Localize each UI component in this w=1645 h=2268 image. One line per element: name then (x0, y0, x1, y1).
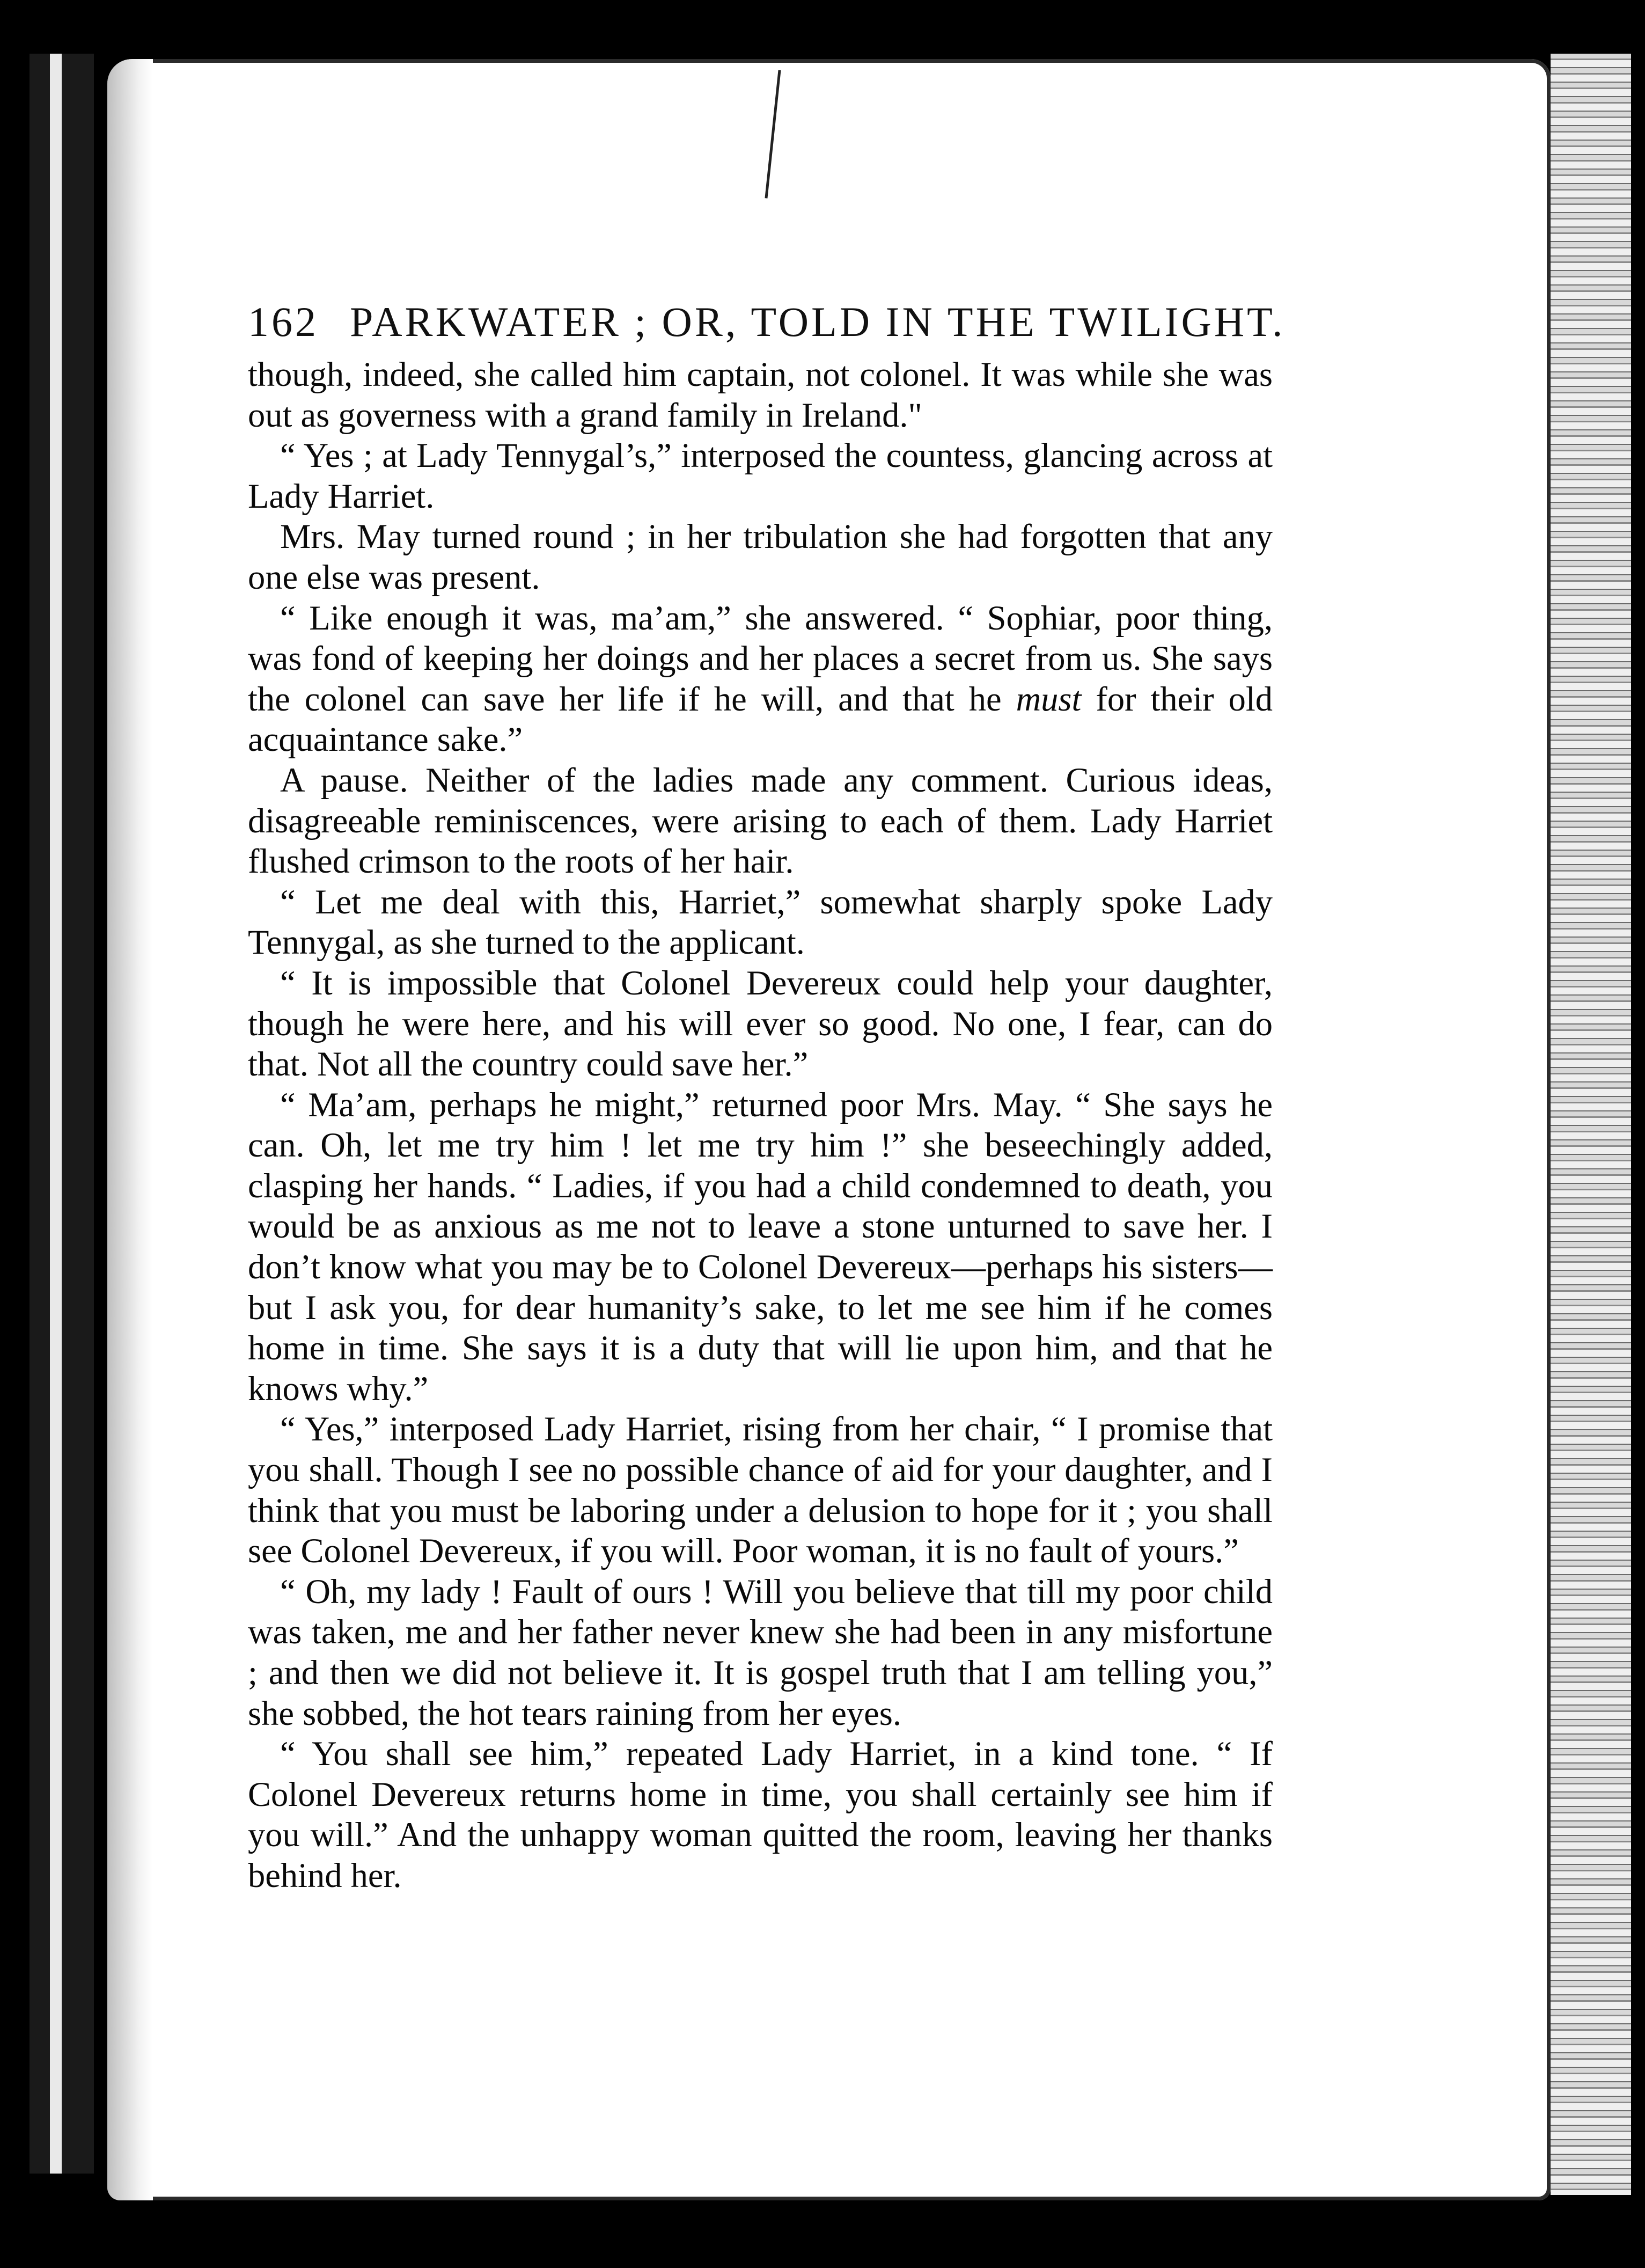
paragraph-text: though, indeed, she called him captain, not colonel. It was while she was out as governess with a grand family in Ireland." (248, 355, 1273, 434)
paragraph (248, 1409, 1273, 1571)
paragraph (248, 1571, 1273, 1733)
paragraph (248, 435, 1273, 516)
paragraph-text: Mrs. May turned round ; in her tribulation she had forgotten that any one else was present. (248, 517, 1273, 596)
adjacent-page-edge-right (1551, 54, 1631, 2195)
paragraph (248, 516, 1273, 597)
page-number: 162 (248, 298, 319, 345)
paragraph (248, 598, 1273, 760)
binding-shadow (107, 59, 153, 2200)
paragraph (248, 882, 1273, 963)
paragraph (248, 760, 1273, 882)
paragraph (248, 1733, 1273, 1896)
paragraph-text: “ It is impossible that Colonel Devereux could help your daughter, though he were here, and his will ever so good. No one, I fear, can do that. Not all the country could save her.” (248, 963, 1273, 1084)
paragraph-text: “ Ma’am, perhaps he might,” returned poor Mrs. May. “ She says he can. Oh, let me try him ! let me try him !” she beseechingly added, clasping her hands. “ Ladies, if you had a child condemned to death, you would be as anxious as me not to leave a stone unturned to save her. I don’t know what you may be to Colonel Devereux—perhaps his sisters—but I ask you, for dear humanity’s sake, to let me see him if he comes home in time. She says it is a duty that will lie upon him, and that he knows why.” (248, 1085, 1273, 1408)
paragraph-text: “ Yes,” interposed Lady Harriet, rising from her chair, “ I promise that you shall. Though I see no possible chance of aid for your daughter, and I think that you must be laboring under a delusion to hope for it ; you shall see Colonel Devereux, if you will. Poor woman, it is no fault of yours.” (248, 1410, 1273, 1570)
running-title: PARKWATER ; OR, TOLD IN THE TWILIGHT. (350, 298, 1286, 345)
emphasis-text: must (1016, 679, 1082, 718)
paragraph-text: “ Like enough it was, ma’am,” she answered. “ Sophiar, poor thing, was fond of keeping her doings and her places a secret from us. She says the colonel can save her life if he will, and that he (248, 598, 1273, 718)
paragraph-text-continued: for their old acquaintance sake.” (248, 679, 1273, 759)
body-text (248, 354, 1273, 1896)
paragraph (248, 1085, 1273, 1409)
adjacent-page-edge-left (30, 54, 94, 2174)
paragraph-text: “ You shall see him,” repeated Lady Harriet, in a kind tone. “ If Colonel Devereux returns home in time, you shall certainly see him if you will.” And the unhappy woman quitted the room, leaving her thanks behind her. (248, 1735, 1273, 1894)
paragraph-text: A pause. Neither of the ladies made any comment. Curious ideas, disagreeable reminiscences, were arising to each of them. Lady Harriet flushed crimson to the roots of her hair. (248, 760, 1273, 881)
paragraph-text: “ Oh, my lady ! Fault of ours ! Will you believe that till my poor child was taken, me and her father never knew she had been in any misfortune ; and then we did not believe it. It is gospel truth that I am telling you,” she sobbed, the hot tears raining from her eyes. (248, 1572, 1273, 1732)
pencil-mark (765, 70, 781, 198)
paragraph-text: “ Yes ; at Lady Tennygal’s,” interposed the countess, glancing across at Lady Harriet. (248, 436, 1273, 515)
paragraph (248, 354, 1273, 435)
paragraph (248, 963, 1273, 1085)
paragraph-text: “ Let me deal with this, Harriet,” somewhat sharply spoke Lady Tennygal, as she turned to the applicant. (248, 882, 1273, 962)
running-head (248, 298, 1321, 352)
